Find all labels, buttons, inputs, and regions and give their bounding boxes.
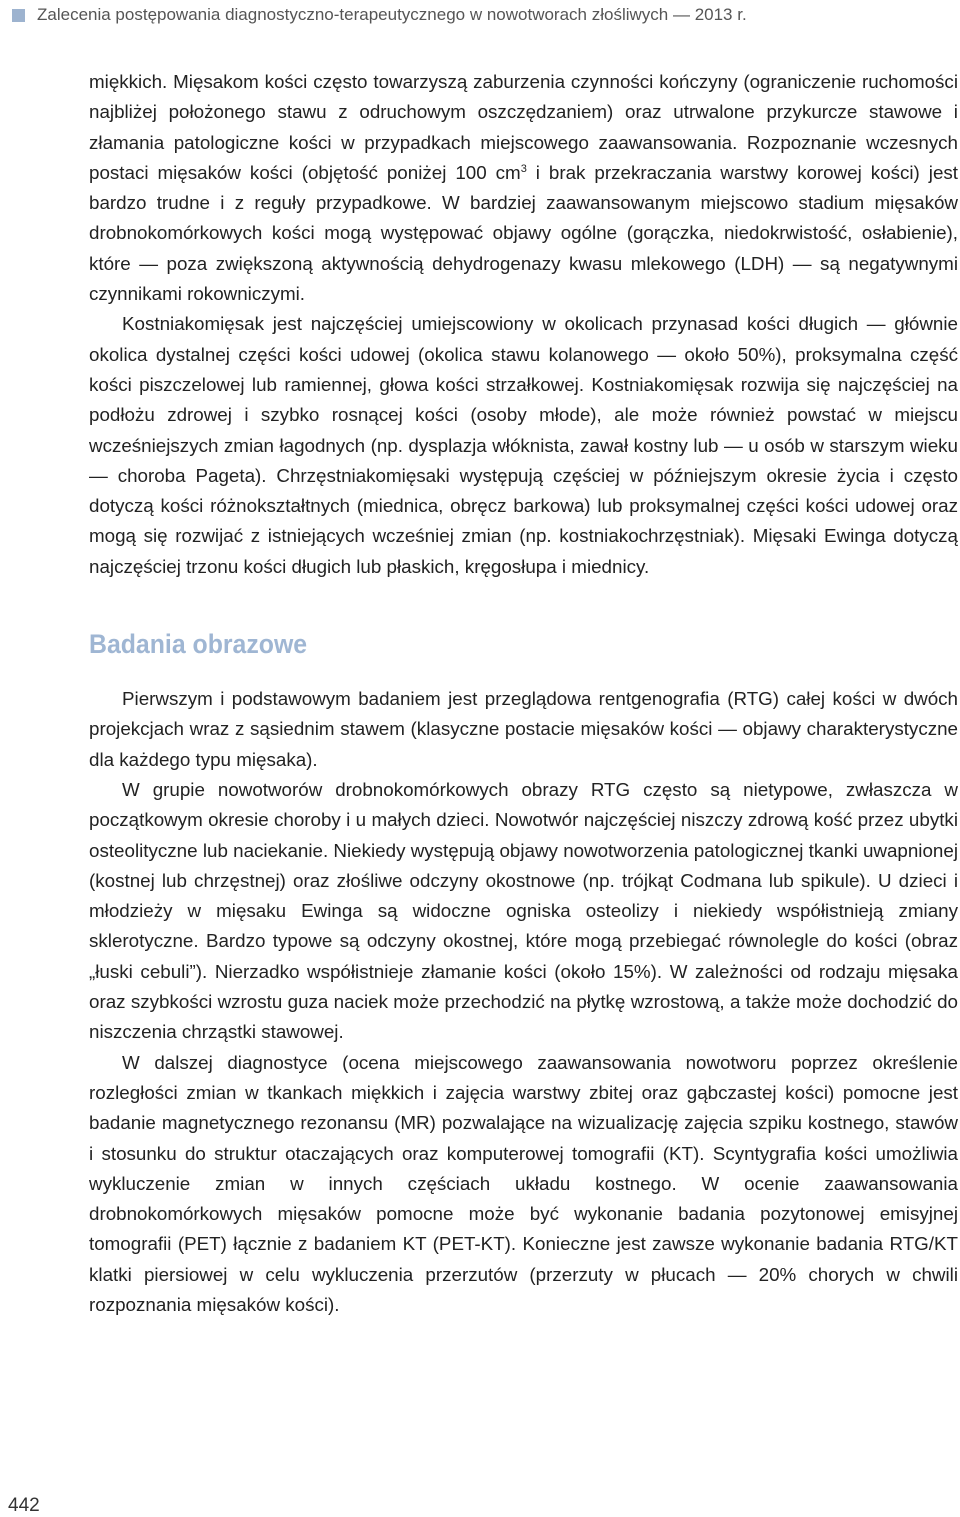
page-content [89, 67, 958, 1320]
section-paragraph-2: W grupie nowotworów drobnokomórkowych obrazy RTG często są nietypowe, zwłaszcza w początkowym okresie choroby i u małych dzieci. Nowotwór najczęściej niszczy zdrową kość przez ubytki osteolityczne lub naciekanie. Niekiedy występują objawy nowotworzenia patologicznej tkanki uwapnionej (kostnej lub chrzęstnej) oraz złośliwe odczyny okostnowe (np. trójkąt Codmana lub spikule). U dzieci i młodzieży w mięsaku Ewinga są widoczne ogniska osteolizy i niekiedy współistnieją zmiany sklerotyczne. Bardzo typowe są odczyny okostnej, które mogą przebiegać równolegle do kości (obraz „łuski cebuli”). Nierzadko współistnieje złamanie kości (około 15%). W zależności od rodzaju mięsaka oraz szybkości wzrostu guza naciek może przechodzić na płytkę wzrostową, a także może dochodzić do niszczenia chrząstki stawowej. [89, 778, 958, 1043]
section-heading: Badania obrazowe [89, 629, 308, 660]
body-paragraph-2: Kostniakomięsak jest najczęściej umiejscowiony w okolicach przynasad kości długich — głównie okolica dystalnej części kości udowej (okolica stawu kolanowego — około 50%), proksymalna część kości piszczelowej lub ramiennej, głowa kości strzałkowej. Kostniakomięsak rozwija się najczęściej na podłożu zdrowej i szybko rosnącej kości (osoby młode), ale może również powstać w miejscu wcześniejszych zmian łagodnych (np. dysplazja włóknista, zawał kostny lub — u osób w starszym wieku — choroba Pageta). Chrzęstniakomięsaki występują częściej w późniejszym okresie życia i często dotyczą kości różnokształtnych (miednica, obręcz barkowa) lub proksymalnej części kości udowej oraz mogą się rozwijać z istniejących wcześniej zmian (np. kostniakochrzęstniak). Mięsaki Ewinga dotyczą najczęściej trzonu kości długich lub płaskich, kręgosłupa i miednicy. [89, 313, 958, 577]
body-paragraph-1-part-b: i brak przekraczania warstwy korowej kości) jest bardzo trudne i z reguły przypadkowe. W bardziej zaawansowanym miejscowo stadium mięsaków drobnokomórkowych kości mogą występować objawy ogólne (gorączka, niedokrwistość, osłabienie), które — poza zwiększoną aktywnością dehydrogenazy kwasu mlekowego (LDH) — są negatywnymi czynnikami rokowniczymi. [89, 161, 958, 305]
cubic-superscript: 3 [520, 162, 527, 175]
header-square-icon [12, 9, 25, 22]
page-number: 442 [8, 1495, 40, 1516]
body-paragraph-1-part-a: miękkich. Mięsakom kości często towarzyszą zaburzenia czynności kończyny (ograniczenie ruchomości najbliżej położonego stawu z odruchowym oszczędzaniem) oraz utrwalone przykurcze stawowe i złamania patologiczne kości w przypadkach miejscowego zaawansowania. Rozpoznanie wczesnych postaci mięsaków kości (objętość poniżej 100 cm [89, 71, 958, 183]
section-paragraph-3: W dalszej diagnostyce (ocena miejscowego zaawansowania nowotworu poprzez określenie rozległości zmian w tkankach miękkich i zajęcia warstwy zbitej oraz gąbczastej kości) pomocne jest badanie magnetycznego rezonansu (MR) pozwalające na wizualizację zajęcia szpiku kostnego, stawów i stosunku do struktur otaczających oraz komputerowej tomografii (KT). Scyntygrafia kości umożliwia wykluczenie zmian w innych częściach układu kostnego. W ocenie zaawansowania drobnokomórkowych mięsaków pomocne może być wykonanie badania pozytonowej emisyjnej tomografii (PET) łącznie z badaniem KT (PET-KT). Konieczne jest zawsze wykonanie badania RTG/KT klatki piersiowej w celu wykluczenia przerzutów (przerzuty w płucach — 20% chorych w chwili rozpoznania mięsaków kości). [89, 1051, 958, 1315]
header-title: Zalecenia postępowania diagnostyczno-terapeutycznego w nowotworach złośliwych — 2013 r. [37, 5, 747, 24]
body-paragraph-1 [89, 67, 958, 309]
section-paragraph-1: Pierwszym i podstawowym badaniem jest przeglądowa rentgenografia (RTG) całej kości w dwóch projekcjach wraz z sąsiednim stawem (klasyczne postacie mięsaków kości — objawy charakterystyczne dla każdego typu mięsaka). [89, 688, 958, 770]
running-header [12, 4, 747, 26]
